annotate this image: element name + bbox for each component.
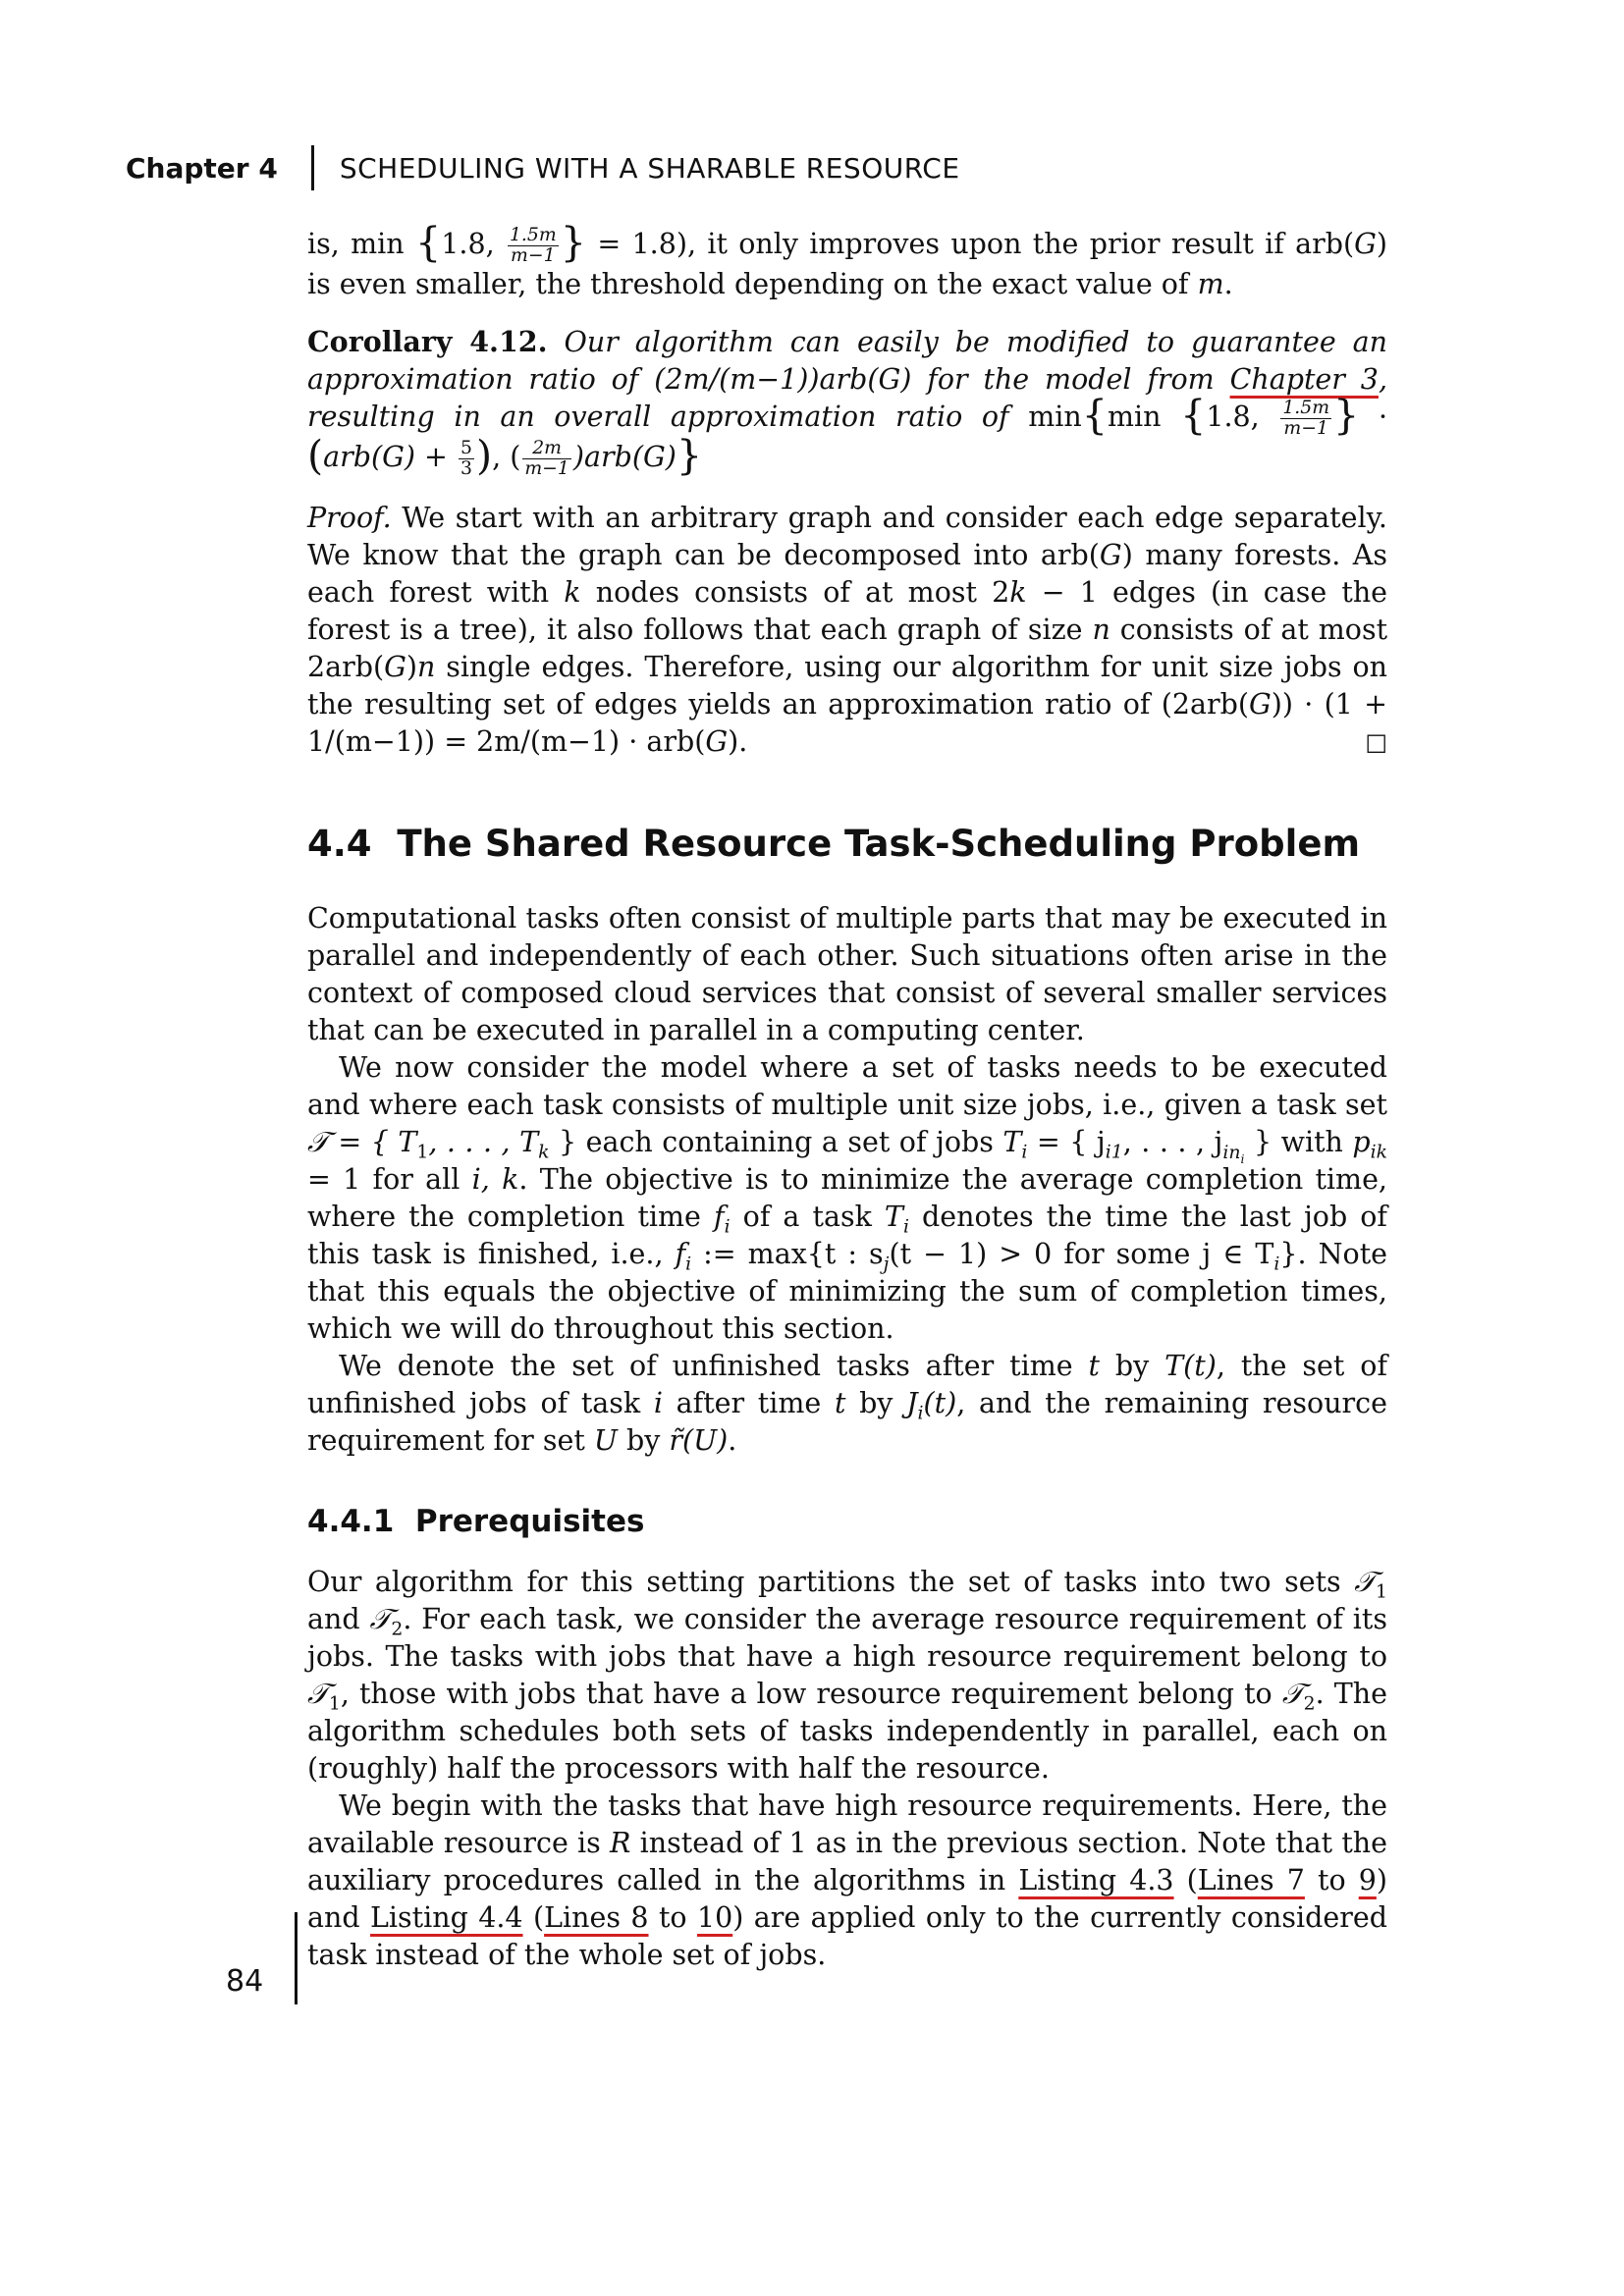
section-paragraph: We denote the set of unfinished tasks after time t by T(t), the set of unfinished jobs of task i after time t by $J_i(t)$, and the remaining resource requirement for set U by r̃(U). xyxy=(307,1350,1388,1458)
running-header xyxy=(126,143,960,192)
page-body xyxy=(307,219,1388,1974)
page-footer xyxy=(226,1912,298,2004)
fraction: $\frac{1.5m}{m-1}$ xyxy=(509,225,557,266)
footer-divider xyxy=(295,1912,298,2004)
section-paragraph: We now consider the model where a set of tasks needs to be executed and where each task consists of multiple unit size jobs, i.e., given a task set 𝒯 = { $T_1$, . . . , $T_k$ } each containing a set of jobs $T_i$ = { $j_{i1}$, . . . , $j_{in_i}$ } with $p_{ik} = 1$ for all i, k. The objective is to minimize the average completion time, where the completion time $f_i$ of a task $T_i$ denotes the time the last job of this task is finished, i.e., $f_i$ := max{t : $s_j(t - 1) > 0$ for some j ∈ $T_i$}. Note that this equals the objective of minimizing the sum of completion times, which we will do throughout this section. xyxy=(307,1051,1388,1346)
lines-8-link[interactable]: Lines 8 xyxy=(544,1901,649,1935)
listing-4-4-link[interactable]: Listing 4.4 xyxy=(370,1901,523,1935)
corollary: Corollary 4.12. Our algorithm can easily be modified to guarantee an approximation ratio of (2m/(m−1))arb(G) for the model from Chapter 3, resulting in an overall approximation ratio of min{min {1.8, $\frac{1.5m}{m-1}$ } · (arb(G) + $\frac{5}{3}$ ), ( $\frac{2m}{m-1}$ )arb(G)} xyxy=(307,324,1387,479)
listing-4-3-link[interactable]: Listing 4.3 xyxy=(1018,1864,1174,1897)
chapter-label: Chapter 4 xyxy=(126,151,278,185)
chapter-3-link[interactable]: Chapter 3 xyxy=(1229,362,1379,396)
qed-symbol: □ xyxy=(1365,728,1387,757)
fraction: $\frac{2m}{m-1}$ xyxy=(524,437,569,479)
header-divider xyxy=(311,145,314,190)
subsection-heading: 4.4.1 Prerequisites xyxy=(307,1504,645,1540)
line-10-link[interactable]: 10 xyxy=(696,1901,733,1935)
fraction: $\frac{5}{3}$ xyxy=(460,437,472,479)
lines-7-link[interactable]: Lines 7 xyxy=(1197,1864,1305,1897)
line-9-link[interactable]: 9 xyxy=(1358,1864,1377,1897)
continued-paragraph: is, min {1.8, $\frac{1.5m}{m-1}$ } = 1.8), it only improves upon the prior result if arb(G) is even smaller, the threshold depending on the exact value of m. xyxy=(307,219,1388,300)
page-number: 84 xyxy=(226,1963,264,1999)
corollary-label: Corollary 4.12. xyxy=(307,324,548,358)
subsection-paragraph: Our algorithm for this setting partitions the set of tasks into two sets 𝒯$_1$ and 𝒯$_2$. For each task, we consider the average resource requirement of its jobs. The tasks with jobs that have a high resource requirement belong to 𝒯$_1$, those with jobs that have a low resource requirement belong to 𝒯$_2$. The algorithm schedules both sets of tasks independently in parallel, each on (roughly) half the processors with half the resource. xyxy=(307,1566,1387,1786)
chapter-title: SCHEDULING WITH A SHARABLE RESOURCE xyxy=(339,151,960,185)
fraction: $\frac{1.5m}{m-1}$ xyxy=(1282,398,1330,439)
section-heading: 4.4 The Shared Resource Task-Scheduling Problem xyxy=(307,823,1360,866)
subsection-paragraph: We begin with the tasks that have high resource requirements. Here, the available resource is R instead of 1 as in the previous section. Note that the auxiliary procedures called in the algorithms in Listing 4.3 (Lines 7 to 9) and Listing 4.4 (Lines 8 to 10) are applied only to the currently considered task instead of the whole set of jobs. xyxy=(307,1789,1388,1972)
section-paragraph: Computational tasks often consist of multiple parts that may be executed in parallel and independently of each other. Such situations often arise in the context of composed cloud services that consist of several smaller services that can be executed in parallel in a computing center. xyxy=(307,902,1387,1047)
proof-label: Proof. xyxy=(307,502,392,535)
proof: Proof. We start with an arbitrary graph and consider each edge separately. We know that the graph can be decomposed into arb(G) many forests. As each forest with k nodes consists of at most 2k − 1 edges (in case the forest is a tree), it also follows that each graph of size n consists of at most 2arb(G)n single edges. Therefore, using our algorithm for unit size jobs on the resulting set of edges yields an approximation ratio of (2arb(G)) · (1 + 1/(m−1)) = 2m/(m−1) · arb(G). □ xyxy=(307,500,1387,761)
